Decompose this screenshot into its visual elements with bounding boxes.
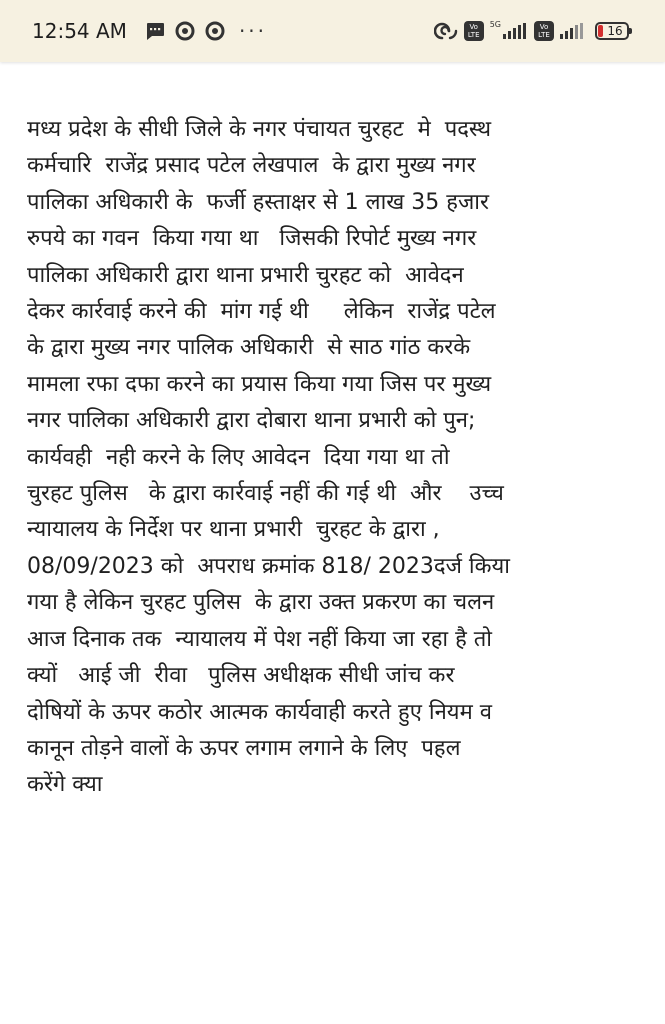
battery-level: 16 [607,24,623,38]
article-line: क्यों आई जी रीवा पुलिस अधीक्षक सीधी जांच कर [27,663,455,689]
article-line: के द्वारा मुख्य नगर पालिक अधिकारी से साठ गांठ करके [27,335,471,361]
article-line: चुरहट पुलिस के द्वारा कार्रवाई नहीं की गई थी और उच्च [27,481,504,507]
article-line: आज दिनाक तक न्यायालय में पेश नहीं किया जा रहा है तो [27,626,493,652]
battery-cap [629,28,632,34]
article-line: 08/09/2023 को अपराध क्रमांक 818/ 2023दर्ज किया [27,553,510,579]
article-line: नगर पालिका अधिकारी द्वारा दोबारा थाना प्रभारी को पुन; [27,408,476,434]
article-line: मध्य प्रदेश के सीधी जिले के नगर पंचायत चुरहट मे पदस्थ [27,117,492,142]
article-line: पालिका अधिकारी के फर्जी हस्ताक्षर से 1 लाख 35 हजार [27,189,489,215]
signal-bars-icon-sim2 [560,23,585,39]
article-line: कर्मचारि राजेंद्र प्रसाद पटेल लेखपाल के द्वारा मुख्य नगर [27,153,476,179]
message-icon [145,22,165,40]
status-bar [0,0,665,62]
battery-fill [598,25,603,37]
status-time: 12:54 AM [32,19,127,43]
article-line: कानून तोड़ने वालों के ऊपर लगाम लगाने के लिए पहल [27,735,461,761]
article-line: गया है लेकिन चुरहट पुलिस के द्वारा उक्त प्रकरण का चलन [27,590,495,616]
battery-icon [595,22,629,40]
status-left [32,19,267,43]
article-line: दोषियों के ऊपर कठोर आत्मक कार्यवाही करते हुए नियम व [27,699,492,725]
chrome-icon [175,21,195,41]
status-right [424,21,629,41]
chrome-icon [205,21,225,41]
article-text [27,112,642,804]
article-line: पालिका अधिकारी द्वारा थाना प्रभारी चुरहट को आवेदन [27,262,464,288]
article-line: करेंगे क्या [27,772,103,798]
volte-icon-sim2: Vo LTE [534,21,554,41]
hotspot-icon [434,22,458,40]
article-line: मामला रफा दफा करने का प्रयास किया गया जिस पर मुख्य [27,371,492,397]
article-line: रुपये का गवन किया गया था जिसकी रिपोर्ट मुख्य नगर [27,226,477,252]
volte-icon: Vo LTE [464,21,484,41]
more-notifications-icon: ··· [238,19,268,43]
article-line: देकर कार्रवाई करने की मांग गई थी लेकिन राजेंद्र पटेल [27,299,496,325]
signal-bars-icon [503,23,528,39]
network-type-label: 5G [489,19,501,29]
article-line: न्यायालय के निर्देश पर थाना प्रभारी चुरहट के द्वारा , [27,517,440,543]
article-line: कार्यवही नही करने के लिए आवेदन दिया गया था तो [27,444,450,470]
